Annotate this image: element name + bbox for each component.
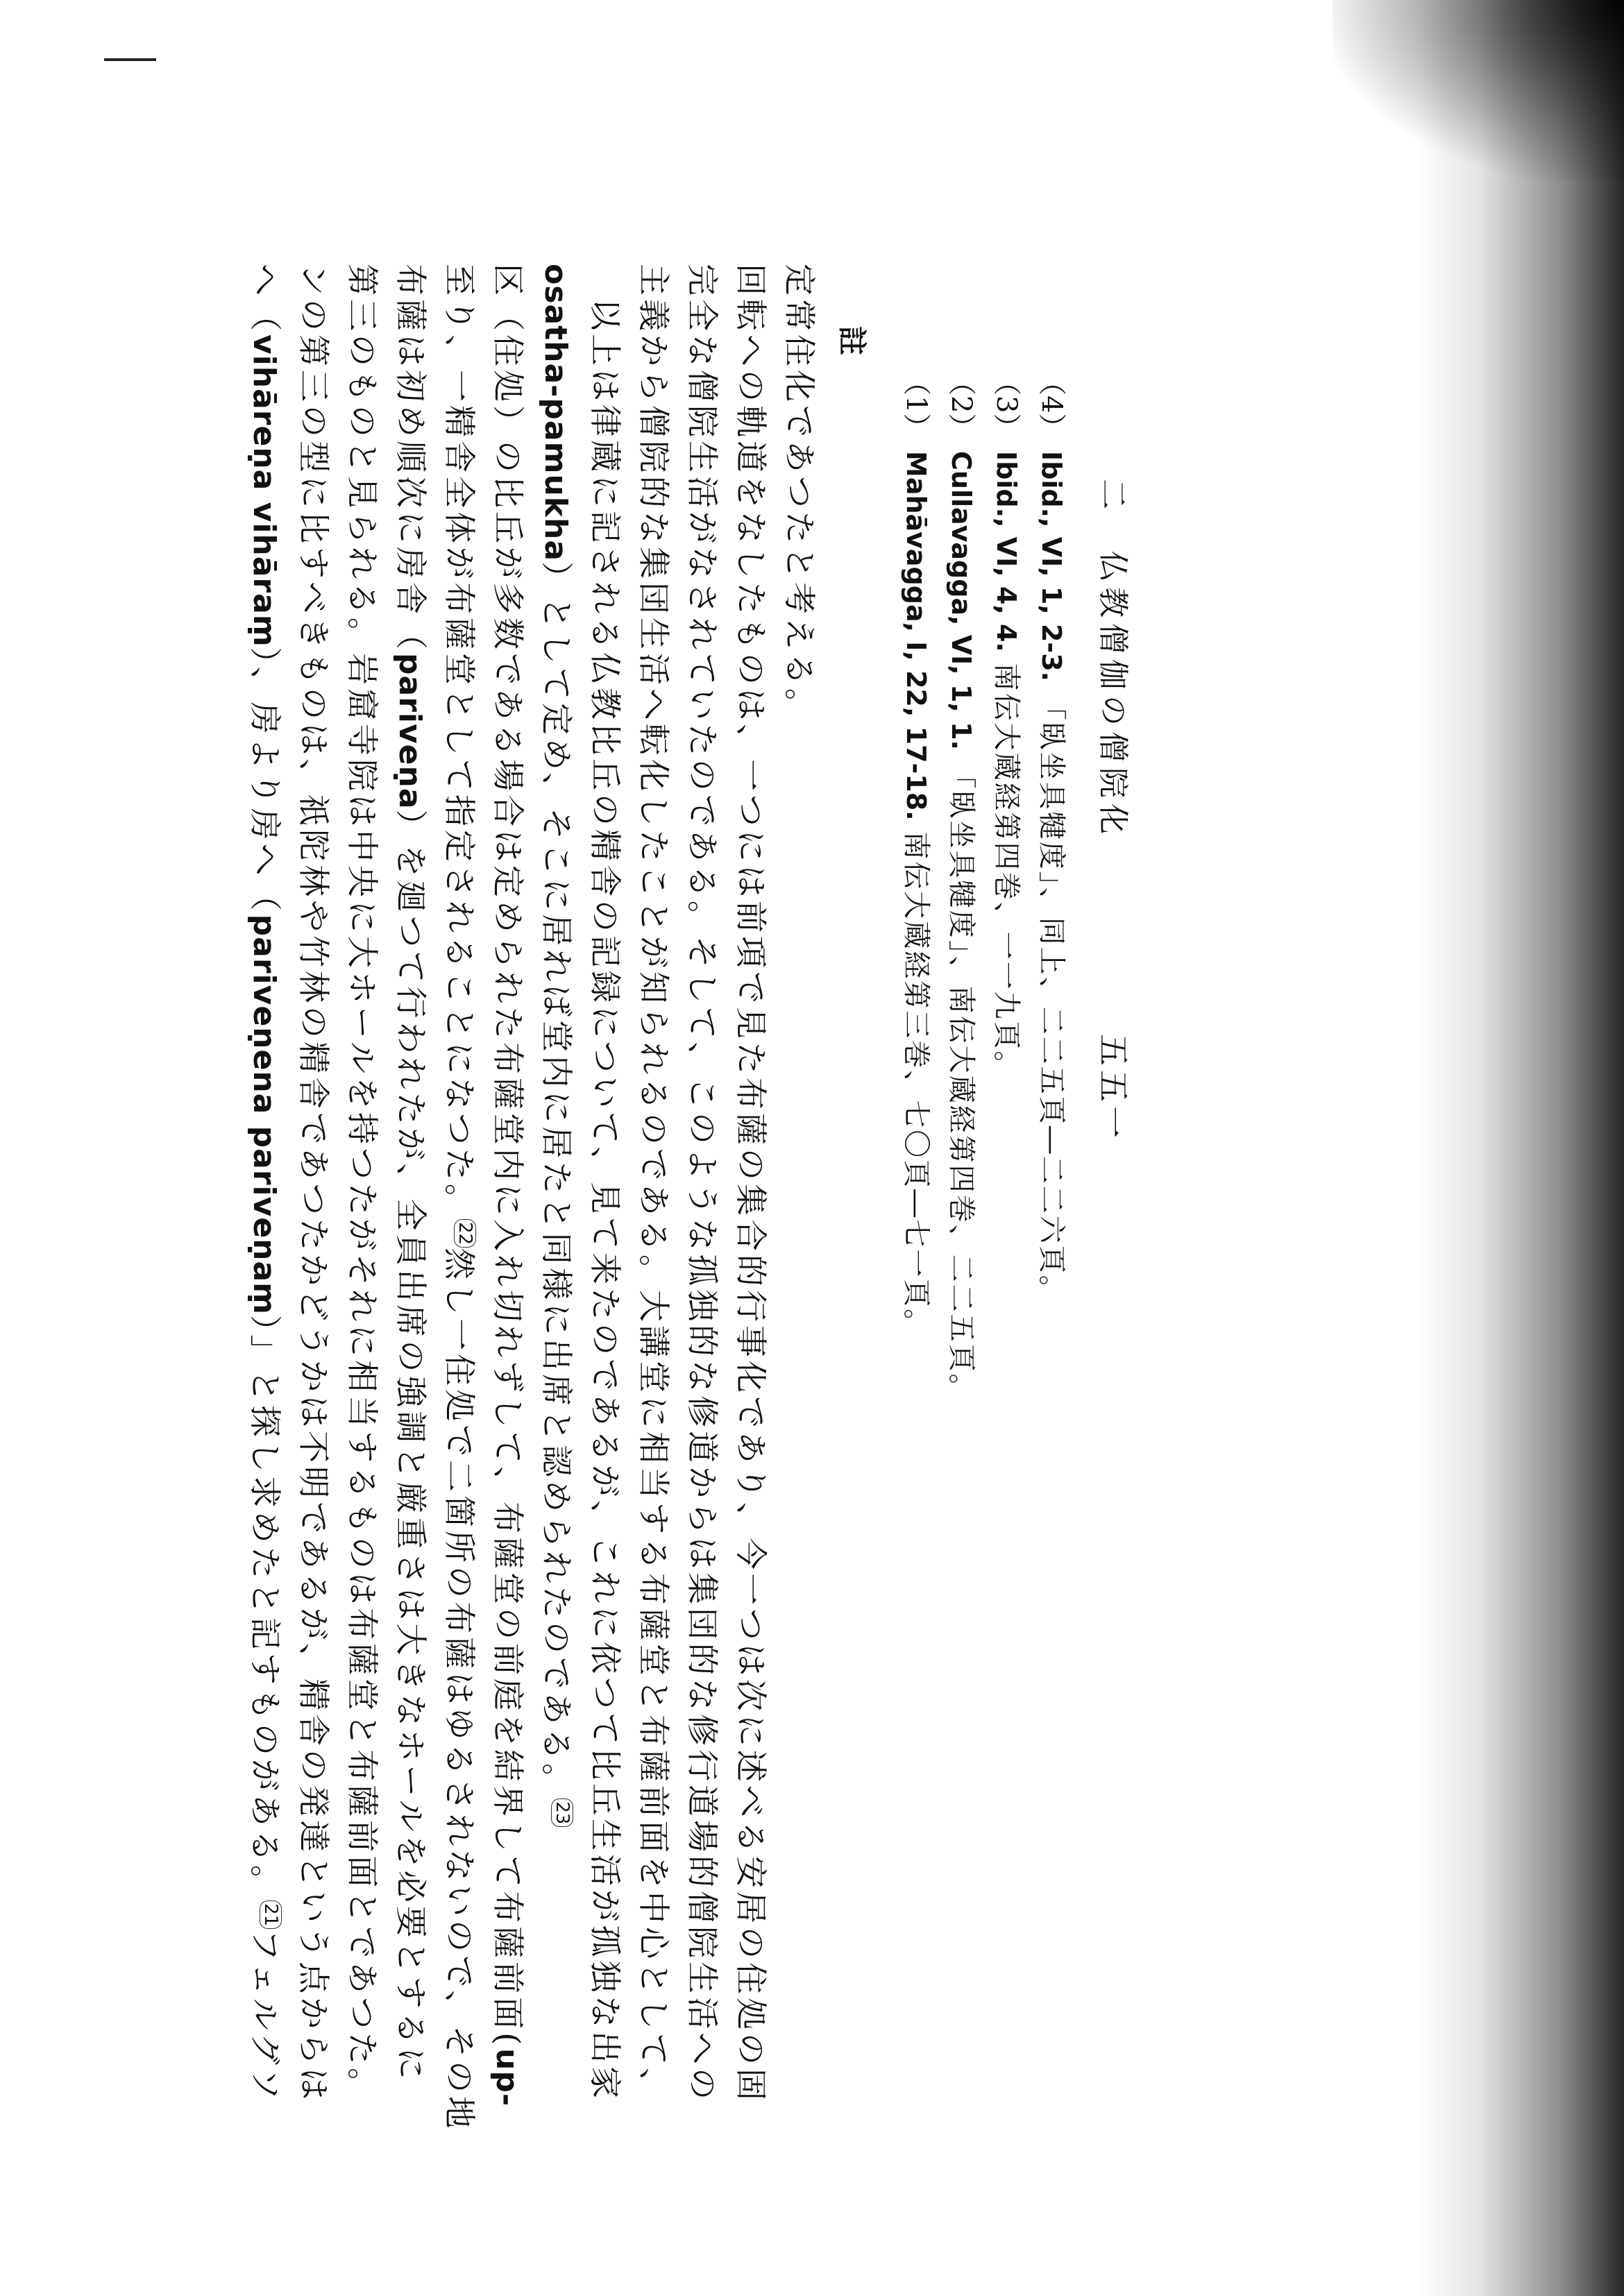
text-run: ）、房より房へ（ [246,647,284,915]
footnote-text: 南伝大蔵経第三巻、七〇頁―七一頁。 [900,831,932,1339]
text-run: 回転への軌道をなしたものは、一つには前項で見た布薩の集合的行事化であり、今一つは次に述べる安居の住処の固 [732,264,770,2104]
text-run: フェルグソ [246,1929,284,2104]
footnote-number: （1） [900,368,932,441]
body-column [540,264,573,1827]
text-run: ンの第三の型に比すべきものは、祇陀林や竹林の精舎であつたかどうかは不明であるが、精舎の発達という点からは [295,264,332,2104]
footnote-item [992,368,1020,1081]
body-column [344,264,381,2104]
romanized-term: pariveṇena pariveṇaṃ [246,914,282,1316]
body-column [441,264,478,2132]
text-run: 主義から僧院的な集団生活へ転化したことが知られるのである。大講堂に相当する布薩堂と布薩前面を中心として、 [635,264,673,2104]
footnote-source: Cullavagga, VI, 1, 1. [946,451,976,750]
text-run: 以上は律蔵に記される仏教比丘の精舎の記録について、見て来たのであるが、これに依つて比丘生活が孤独な出家 [586,298,624,2102]
body-column [295,264,332,2104]
footnote-source: Ibid., VI, 1, 2-3. [1036,451,1067,682]
text-run: 区（住処）の比丘が多数である場合は定められた布薩堂内に入れ切れずして、布薩堂の前庭を結界して布薩前面( [489,264,527,2049]
footnote-number: （2） [945,368,977,441]
body-column [732,264,770,2104]
footnote-number: （4） [1035,368,1067,441]
text-run: 定常住化であつたと考える。 [781,264,818,724]
footnote-ref[interactable]: 22 [454,1219,476,1248]
romanized-term: up- [489,2048,525,2107]
footnote-ref[interactable]: 21 [260,1900,282,1929]
footnote-item [947,368,975,1404]
footnote-text: 「臥坐具犍度」、同上、二二五頁―二二六頁。 [1035,692,1067,1305]
text-run: ）として定め、そこに居れば堂内に居たと同様に出席と認められたのである。 [538,561,575,1799]
text-run: へ（ [246,264,284,334]
romanized-term: vihāreṇa vihāraṃ [246,334,282,647]
body-column [489,264,527,2107]
footnote-source: Ibid., VI, 4, 4. [991,451,1022,652]
text-run: ）を廻つて行われたが、全員出席の強調と厳重さは大きなホールを必要とするに [392,809,430,2083]
text-run: 第三のものと見られる。岩窟寺院は中央に大ホールを持つたがそれに相当するものは布薩堂と布薩前面とであつた。 [344,264,381,2104]
footnote-item [1035,368,1067,1305]
romanized-term: pariveṇa [392,653,428,810]
romanized-term: osatha-pamukha [538,264,573,562]
footnote-text: 「臥坐具犍度」、南伝大蔵経第四巻、二二五頁。 [945,760,977,1404]
text-run: 然し一住処で二箇所の布薩はゆるされないので、その地 [441,1248,478,2132]
footnote-number: （3） [990,368,1022,441]
notes-heading: 註 [835,326,869,356]
footnote-item [902,368,930,1338]
body-column [635,264,673,2104]
footnote-source: Mahāvagga, I, 22, 17-18. [901,451,931,821]
footnote-text: 南伝大蔵経第四巻、一一九頁。 [990,663,1022,1081]
body-column [392,264,430,2083]
body-column [586,298,624,2102]
text-run: ）」と探し求めたと記すものがある。 [246,1315,284,1901]
footnote-ref[interactable]: 23 [551,1798,573,1827]
running-title: 二 仏教僧伽の僧院化 [1095,479,1131,840]
body-column [684,264,721,2104]
text-run: 完全な僧院生活がなされていたのである。そして、このような孤独的な修道からは集団的な修行道場的僧院生活への [684,264,721,2104]
body-column [246,264,284,2104]
page-number: 五五一 [1094,1034,1132,1142]
body-column [781,264,818,724]
text-run: 至り、一精舎全体が布薩堂として指定されることになつた。 [441,264,478,1219]
text-run: 布薩は初め順次に房舎（ [392,264,430,653]
